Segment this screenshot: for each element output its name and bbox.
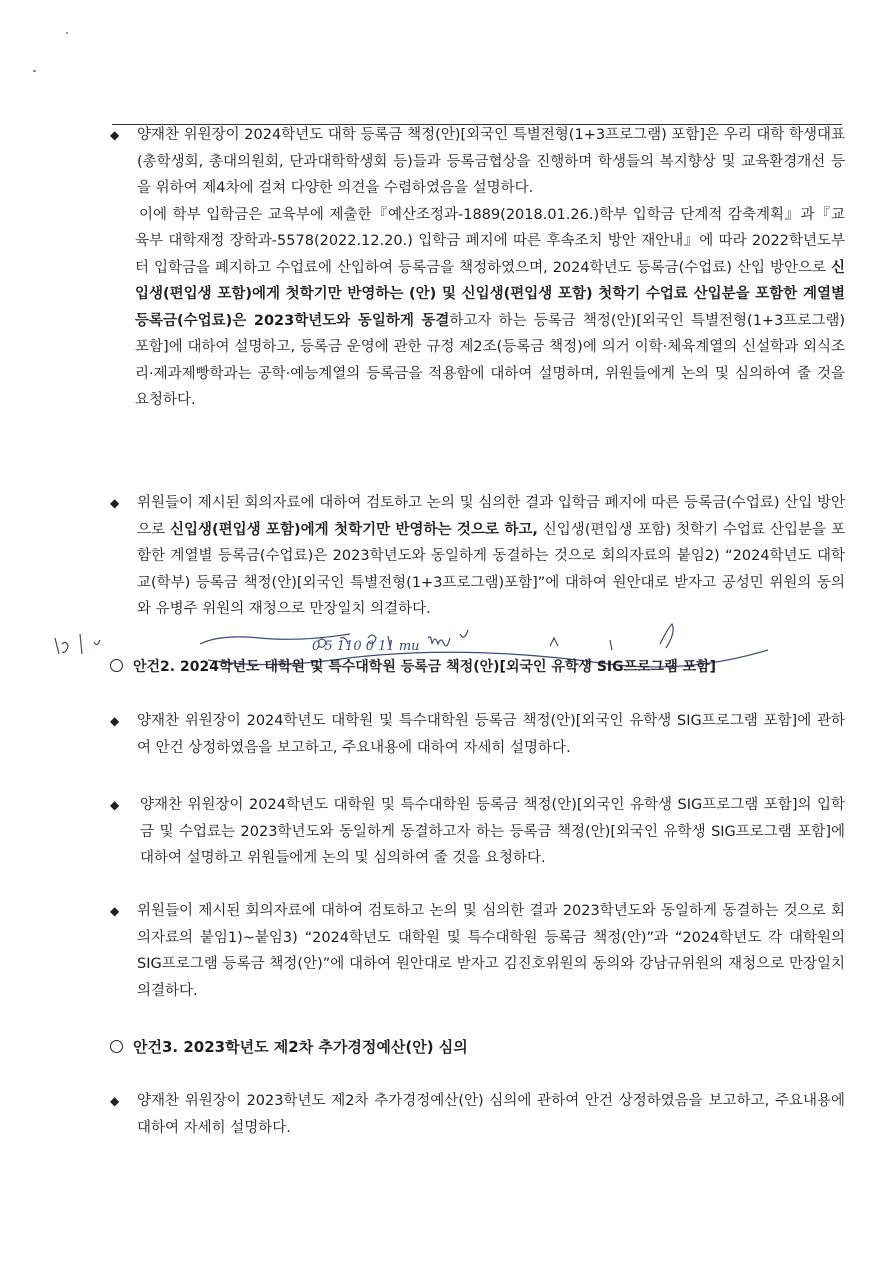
paragraph-3 (110, 490, 845, 623)
diamond-bullet-icon: ◆ (110, 128, 120, 142)
circle-marker-icon (110, 1040, 123, 1053)
paragraph-6 (110, 898, 845, 1004)
paragraph-7 (110, 1088, 845, 1141)
scan-speck (66, 32, 68, 34)
section-2b (110, 792, 845, 872)
paragraph-2 (110, 202, 845, 414)
text-run-bold: 신입생(편입생 포함)에게 첫학기만 반영하는 것으로 하고, (169, 521, 538, 538)
paragraph-text: 양재찬 위원장이 2024학년도 대학원 및 특수대학원 등록금 책정(안)[외국인 유학생 SIG프로그램 포함]에 관하여 안건 상정하였음을 보고하고, 주요내용에 대하여 자세히 설명하다. (137, 713, 845, 756)
paragraph-text: 양재찬 위원장이 2024학년도 대학원 및 특수대학원 등록금 책정(안)[외국인 유학생 SIG프로그램 포함]의 입학금 및 수업료는 2023학년도와 동일하게 동결하고자 하는 등록금 책정(안)[외국인 유학생 SIG프로그램 포함]에 대하여 설명하고 위원들에게 논의 및 심의하여 줄 것을 요청하다. (140, 797, 845, 866)
agenda-2-title: 안건2. 2024학년도 대학원 및 특수대학원 등록금 책정(안)[외국인 유학생 SIG프로그램 포함] (133, 659, 717, 675)
handwriting-text: 0 5 110 0 11 mu (312, 639, 420, 654)
paragraph-5 (110, 792, 845, 872)
paragraph-4 (110, 708, 845, 761)
agenda-3-heading (110, 1036, 468, 1057)
scan-speck (33, 70, 36, 72)
paragraph-text: 위원들이 제시된 회의자료에 대하여 검토하고 논의 및 심의한 결과 2023학년도와 동일하게 동결하는 것으로 회의자료의 붙임1)~붙임3) “2024학년도 대학원 및 특수대학원 등록금 책정(안)”과 “2024학년도 각 대학원의 SIG프로그램 등록금 책정(안)”에 대하여 원안대로 받자고 김진호위원의 동의와 강남규위원의 재청으로 만장일치 의결하다. (137, 903, 845, 999)
paragraph-text: 양재찬 위원장이 2024학년도 대학 등록금 책정(안)[외국인 특별전형(1+3프로그램) 포함]은 우리 대학 학생대표(총학생회, 총대의원회, 단과대학학생회 등)들과 등록금협상을 진행하며 학생들의 복지향상 및 교육환경개선 등을 위하여 제4차에 걸쳐 다양한 의견을 수렴하였음을 설명하다. (137, 127, 845, 196)
text-run: 신입생(편입생 포함) 첫학기 수업료 산입분을 포함한 계열별 등록금(수업료)은 2023학년도와 동일하게 동결하는 것으로 회의자료의 붙임2) “2024학년도 대학교(학부) 등록금 책정(안)[외국인 특별전형(1+3프로그램)포함]”에 대하여 원안대로 받자고 공성민 위원의 동의와 유병주 위원의 재청으로 만장일치 의결하다. (137, 521, 845, 617)
diamond-bullet-icon: ◆ (110, 714, 120, 728)
diamond-bullet-icon: ◆ (110, 496, 120, 510)
paragraph-text-bold: 신입생(편입생 포함)에게 첫학기만 반영하는 (안) 및 신입생(편입생 포함) 첫학기 수업료 산입분을 포함한 계열별 등록금(수업료)은 2023학년도와 동일하게 동결 (135, 259, 845, 329)
paragraph-text-c: 하고자 하는 등록금 책정(안)[외국인 특별전형(1+3프로그램) 포함]에 대하여 설명하고, 등록금 운영에 관한 규정 제2조(등록금 책정)에 의거 이학·체육계열의 신설학과 외식조리·제과제빵학과는 공학·예능계열의 등록금을 적용함에 대하여 설명하며, 위원들에게 논의 및 심의하여 줄 것을 요청하다. (135, 312, 845, 408)
section-1-resolution (110, 490, 845, 623)
section-3 (110, 1088, 845, 1141)
paragraph-text (137, 490, 845, 623)
section-1 (110, 122, 845, 414)
diamond-bullet-icon: ◆ (110, 904, 120, 918)
agenda-2-heading (110, 656, 716, 676)
circle-marker-icon (110, 659, 123, 672)
text-run: 위원들이 제시된 회의자료에 대하여 검토하고 논의 및 심의한 결과 입학금 폐지에 따른 등록금(수업료) 산입 방안으로 (137, 495, 845, 538)
paragraph-text: 양재찬 위원장이 2023학년도 제2차 추가경정예산(안) 심의에 관하여 안건 상정하였음을 보고하고, 주요내용에 대하여 자세히 설명하다. (137, 1093, 845, 1136)
section-2 (110, 708, 845, 761)
section-2c (110, 898, 845, 1004)
diamond-bullet-icon: ◆ (110, 1094, 120, 1108)
paragraph-1 (110, 122, 845, 202)
agenda-3-title: 안건3. 2023학년도 제2차 추가경정예산(안) 심의 (133, 1038, 468, 1056)
paragraph-text-a: 이에 학부 입학금은 교육부에 제출한『예산조정과-1889(2018.01.26.)학부 입학금 단계적 감축계획』과『교육부 대학재정 장학과-5578(2022.12.20.) 입학금 폐지에 따른 후속조치 방안 재안내』에 따라 2022학년도부터 입학금을 폐지하고 수업료에 산입하여 등록금을 책정하였으며, 2024학년도 등록금(수업료) 산입 방안으로 (135, 206, 845, 276)
diamond-bullet-icon: ◆ (110, 798, 120, 812)
